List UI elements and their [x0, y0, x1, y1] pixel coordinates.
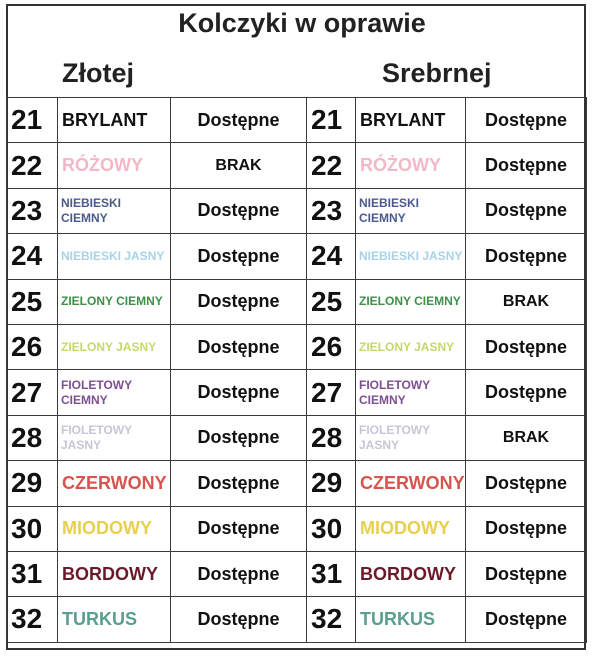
availability-status: Dostępne [466, 188, 587, 233]
color-name: ZIELONY JASNY [58, 324, 171, 369]
color-name: NIEBIESKI CIEMNY [58, 188, 171, 233]
color-name: FIOLETOWY JASNY [58, 415, 171, 460]
availability-status: Dostępne [171, 461, 307, 506]
silver-row [307, 279, 587, 324]
availability-status: Dostępne [171, 279, 307, 324]
color-name: MIODOWY [356, 506, 466, 551]
earring-number: 28 [307, 415, 356, 460]
color-name: NIEBIESKI JASNY [58, 234, 171, 279]
earring-number: 28 [7, 415, 58, 460]
availability-status: Dostępne [171, 324, 307, 369]
availability-status: Dostępne [466, 143, 587, 188]
silver-row [307, 370, 587, 415]
color-name: NIEBIESKI CIEMNY [356, 188, 466, 233]
color-name: FIOLETOWY CIEMNY [356, 370, 466, 415]
availability-status: Dostępne [466, 461, 587, 506]
silver-row [307, 506, 587, 551]
availability-status: Dostępne [466, 234, 587, 279]
gold-row [7, 551, 307, 596]
earring-number: 23 [7, 188, 58, 233]
availability-status: Dostępne [171, 551, 307, 596]
availability-status: Dostępne [171, 98, 307, 143]
color-name: FIOLETOWY JASNY [356, 415, 466, 460]
silver-row [307, 597, 587, 642]
availability-status: Dostępne [171, 597, 307, 642]
availability-status: Dostępne [171, 415, 307, 460]
earring-number: 25 [7, 279, 58, 324]
gold-row [7, 324, 307, 369]
earring-number: 22 [7, 143, 58, 188]
availability-status: Dostępne [171, 234, 307, 279]
color-name: FIOLETOWY CIEMNY [58, 370, 171, 415]
earring-number: 21 [307, 98, 356, 143]
earring-number: 30 [7, 506, 58, 551]
gold-row [7, 188, 307, 233]
silver-row [307, 143, 587, 188]
gold-row [7, 506, 307, 551]
color-name: TURKUS [58, 597, 171, 642]
availability-status: Dostępne [171, 506, 307, 551]
gold-row [7, 143, 307, 188]
gold-row [7, 415, 307, 460]
color-name: ZIELONY JASNY [356, 324, 466, 369]
silver-row [307, 551, 587, 596]
silver-row [307, 415, 587, 460]
earring-number: 26 [7, 324, 58, 369]
silver-row [307, 188, 587, 233]
color-name: ZIELONY CIEMNY [58, 279, 171, 324]
availability-status: Dostępne [171, 188, 307, 233]
earring-number: 32 [307, 597, 356, 642]
gold-row [7, 370, 307, 415]
earring-number: 29 [7, 461, 58, 506]
availability-status: Dostępne [466, 324, 587, 369]
availability-status: Dostępne [171, 370, 307, 415]
silver-row [307, 324, 587, 369]
color-name: RÓŻOWY [58, 143, 171, 188]
earring-number: 30 [307, 506, 356, 551]
color-name: ZIELONY CIEMNY [356, 279, 466, 324]
earring-number: 29 [307, 461, 356, 506]
silver-column-heading: Srebrnej [382, 58, 492, 88]
earring-number: 27 [307, 370, 356, 415]
earring-number: 27 [7, 370, 58, 415]
gold-table [6, 97, 307, 643]
earring-number: 24 [307, 234, 356, 279]
gold-row [7, 279, 307, 324]
earring-number: 21 [7, 98, 58, 143]
earring-number: 32 [7, 597, 58, 642]
silver-row [307, 234, 587, 279]
color-name: BORDOWY [58, 551, 171, 596]
color-name: NIEBIESKI JASNY [356, 234, 466, 279]
gold-row [7, 461, 307, 506]
color-name: BRYLANT [356, 98, 466, 143]
earring-number: 31 [7, 551, 58, 596]
availability-status: Dostępne [466, 551, 587, 596]
gold-column-heading: Złotej [62, 58, 134, 88]
color-name: RÓŻOWY [356, 143, 466, 188]
page-title: Kolczyki w oprawie [178, 8, 426, 38]
silver-row [307, 461, 587, 506]
availability-status: Dostępne [466, 506, 587, 551]
earring-number: 25 [307, 279, 356, 324]
gold-row [7, 98, 307, 143]
color-name: MIODOWY [58, 506, 171, 551]
availability-status: Dostępne [466, 597, 587, 642]
color-name: BORDOWY [356, 551, 466, 596]
earring-number: 23 [307, 188, 356, 233]
availability-status: BRAK [466, 279, 587, 324]
earring-number: 31 [307, 551, 356, 596]
earring-number: 22 [307, 143, 356, 188]
earring-number: 24 [7, 234, 58, 279]
earring-number: 26 [307, 324, 356, 369]
availability-status: Dostępne [466, 370, 587, 415]
color-name: TURKUS [356, 597, 466, 642]
silver-table [306, 97, 587, 643]
silver-row [307, 98, 587, 143]
gold-row [7, 597, 307, 642]
gold-row [7, 234, 307, 279]
availability-status: BRAK [466, 415, 587, 460]
availability-status: Dostępne [466, 98, 587, 143]
availability-status: BRAK [171, 143, 307, 188]
color-name: BRYLANT [58, 98, 171, 143]
color-name: CZERWONY [356, 461, 466, 506]
color-name: CZERWONY [58, 461, 171, 506]
